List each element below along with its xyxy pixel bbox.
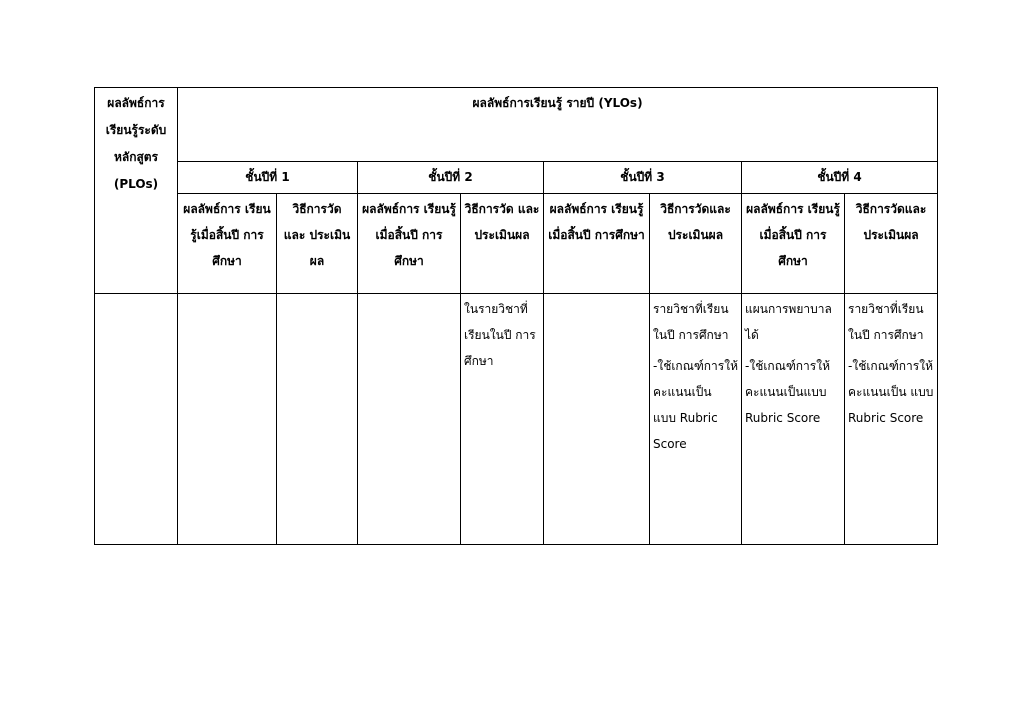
year-2-outcome-header: ผลลัพธ์การ เรียนรู้เมื่อสิ้นปี การศึกษา (358, 194, 461, 294)
year-3-method-text-b: -ใช้เกณฑ์การให้ คะแนนเป็น แบบ Rubric Score (653, 359, 739, 451)
plo-header-cell (95, 88, 178, 294)
year-1-outcome-header: ผลลัพธ์การ เรียนรู้เมื่อสิ้นปี การศึกษา (178, 194, 277, 294)
year-4-method-text-b: -ใช้เกณฑ์การให้ คะแนนเป็น แบบ Rubric Score (848, 359, 934, 425)
plo-line-2: เรียนรู้ระดับ (105, 123, 167, 137)
year-4-label: ชั้นปีที่ 4 (817, 170, 862, 184)
year-2-label: ชั้นปีที่ 2 (428, 170, 473, 184)
year-3-label: ชั้นปีที่ 3 (620, 170, 665, 184)
year-4-method-cell (845, 294, 938, 545)
year-3-outcome-header: ผลลัพธ์การ เรียนรู้เมื่อสิ้นปี การศึกษา (544, 194, 650, 294)
year-1-outcome-cell (178, 294, 277, 545)
year-1-method-header: วิธีการวัด และ ประเมินผล (277, 194, 358, 294)
year-2-outcome-cell (358, 294, 461, 545)
year-3-method-cell (650, 294, 742, 545)
year-4-method-text-a: รายวิชาที่เรียน ในปี การศึกษา (848, 302, 924, 342)
plo-line-4: (PLOs) (113, 177, 159, 191)
ylo-header-cell (178, 88, 938, 162)
year-4-outcome-text-a: แผนการพยาบาล ได้ (745, 302, 832, 342)
year-2-method-header: วิธีการวัด และ ประเมินผล (461, 194, 544, 294)
year-4-header (742, 162, 938, 194)
year-2-header (358, 162, 544, 194)
year-1-header (178, 162, 358, 194)
year-4-outcome-cell (742, 294, 845, 545)
year-4-method-header: วิธีการวัดและ ประเมินผล (845, 194, 938, 294)
plo-line-1: ผลลัพธ์การ (107, 96, 165, 110)
ylo-table (94, 87, 938, 545)
year-3-method-text-a: รายวิชาที่เรียน ในปี การศึกษา (653, 302, 729, 342)
year-1-method-cell (277, 294, 358, 545)
year-4-outcome-text-b: -ใช้เกณฑ์การให้ คะแนนเป็นแบบ Rubric Score (745, 359, 831, 425)
ylo-title: ผลลัพธ์การเรียนรู้ รายปี (YLOs) (472, 96, 643, 110)
year-1-label: ชั้นปีที่ 1 (245, 170, 290, 184)
year-4-outcome-header: ผลลัพธ์การ เรียนรู้เมื่อสิ้นปี การศึกษา (742, 194, 845, 294)
year-3-method-header: วิธีการวัดและ ประเมินผล (650, 194, 742, 294)
plo-body-cell (95, 294, 178, 545)
year-2-method-text: ในรายวิชาที่ เรียนในปี การศึกษา (464, 302, 536, 368)
year-2-method-cell (461, 294, 544, 545)
plo-line-3: หลักสูตร (113, 150, 159, 164)
year-3-header (544, 162, 742, 194)
year-3-outcome-cell (544, 294, 650, 545)
